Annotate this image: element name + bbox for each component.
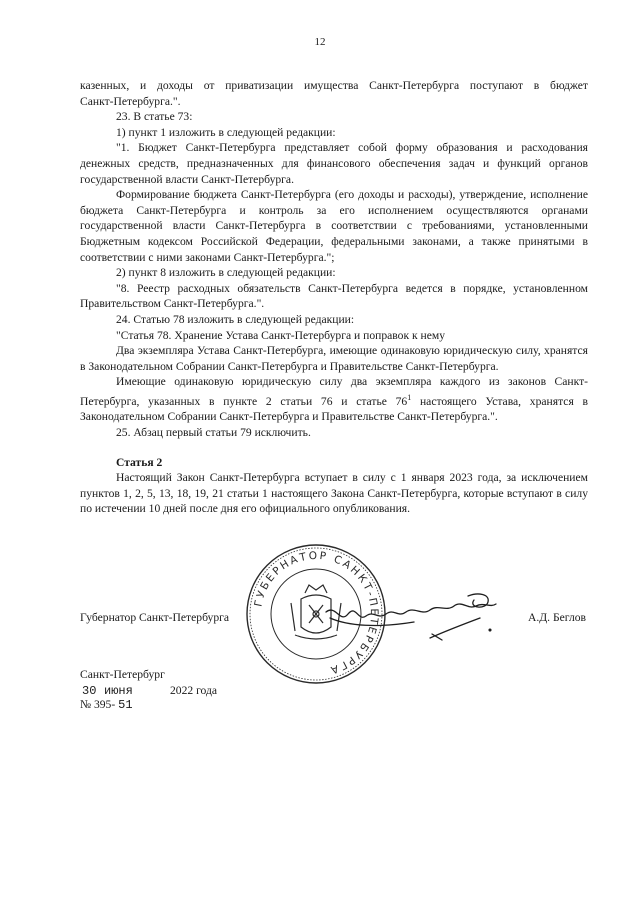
laws-storage-text-start: Имеющие одинаковую юридическую силу два экземпляра каждого из законов Санкт-Петербурга, указанных в пункте 2 статьи 76 и статье 76 <box>80 375 588 408</box>
laws-storage-text-end: настоящего Устава, хранятся в Законодательном Собрании Санкт-Петербурга и Правительстве Санкт-Петербурга.". <box>80 394 588 424</box>
law-number-prefix: № 395- <box>80 698 116 711</box>
signature-image <box>318 582 508 644</box>
paragraph-budget-definition: "1. Бюджет Санкт-Петербурга представляет собой форму образования и расходования денежных средств, предназначенных для финансового обеспечения задач и функций органов государственной власти Санкт-Петербурга. <box>80 141 588 186</box>
date-day: 30 <box>82 684 97 698</box>
law-number-value: 51 <box>118 698 133 712</box>
signatory-title: Губернатор Санкт-Петербурга <box>80 611 230 624</box>
sub-item-2: 2) пункт 8 изложить в следующей редакции: <box>116 266 336 280</box>
paragraph-laws-storage <box>80 374 588 425</box>
superscript-one: 1 <box>407 392 412 402</box>
document-body <box>80 78 588 517</box>
place-of-signing: Санкт-Петербург <box>80 668 165 681</box>
item-23: 23. В статье 73: <box>116 110 193 124</box>
paragraph-continuation-end: Санкт-Петербурга.". <box>80 94 181 108</box>
paragraph-registry: "8. Реестр расходных обязательств Санкт-Петербурга ведется в порядке, установленном Правительством Санкт-Петербурга.". <box>80 281 588 311</box>
page-number: 12 <box>314 36 326 48</box>
paragraph-charter-storage: Два экземпляра Устава Санкт-Петербурга, имеющие одинаковую юридическую силу, хранятся в Законодательном Собрании Санкт-Петербурга и Правительстве Санкт-Петербурга. <box>80 344 588 373</box>
article-2-heading: Статья 2 <box>116 455 163 469</box>
law-number <box>80 698 133 712</box>
item-24: 24. Статью 78 изложить в следующей редакции: <box>116 312 355 326</box>
signatory-name: А.Д. Беглов <box>528 611 587 624</box>
article-2-text: Настоящий Закон Санкт-Петербурга вступает в силу с 1 января 2023 года, за исключением пунктов 1, 2, 5, 13, 18, 19, 21 статьи 1 настоящего Закона Санкт-Петербурга, которые вступают в силу по истечении 10 дней после дня его официального опубликования. <box>80 471 588 516</box>
article-78-title: "Статья 78. Хранение Устава Санкт-Петербурга и поправок к нему <box>116 328 445 342</box>
date-month: июня <box>104 684 133 698</box>
seal-text: ГУБЕРНАТОР САНКТ-ПЕТЕРБУРГА <box>252 549 381 677</box>
item-25: 25. Абзац первый статьи 79 исключить. <box>116 425 311 439</box>
paragraph-continuation: казенных, и доходы от приватизации имущества Санкт-Петербурга поступают в бюджет <box>80 79 588 92</box>
date-year: 2022 года <box>170 684 218 697</box>
paragraph-budget-formation: Формирование бюджета Санкт-Петербурга (его доходы и расходы), утверждение, исполнение бюджета Санкт-Петербурга и контроль за его исполнением осуществляются органами государственной власти Санкт-Петербурга в соответствии с требованиями, установленными Бюджетным кодексом Российской Федерации, федеральными законами, а также принятыми в соответствии с ними законами Санкт-Петербурга."; <box>80 188 588 264</box>
sub-item-1: 1) пункт 1 изложить в следующей редакции: <box>116 125 336 139</box>
